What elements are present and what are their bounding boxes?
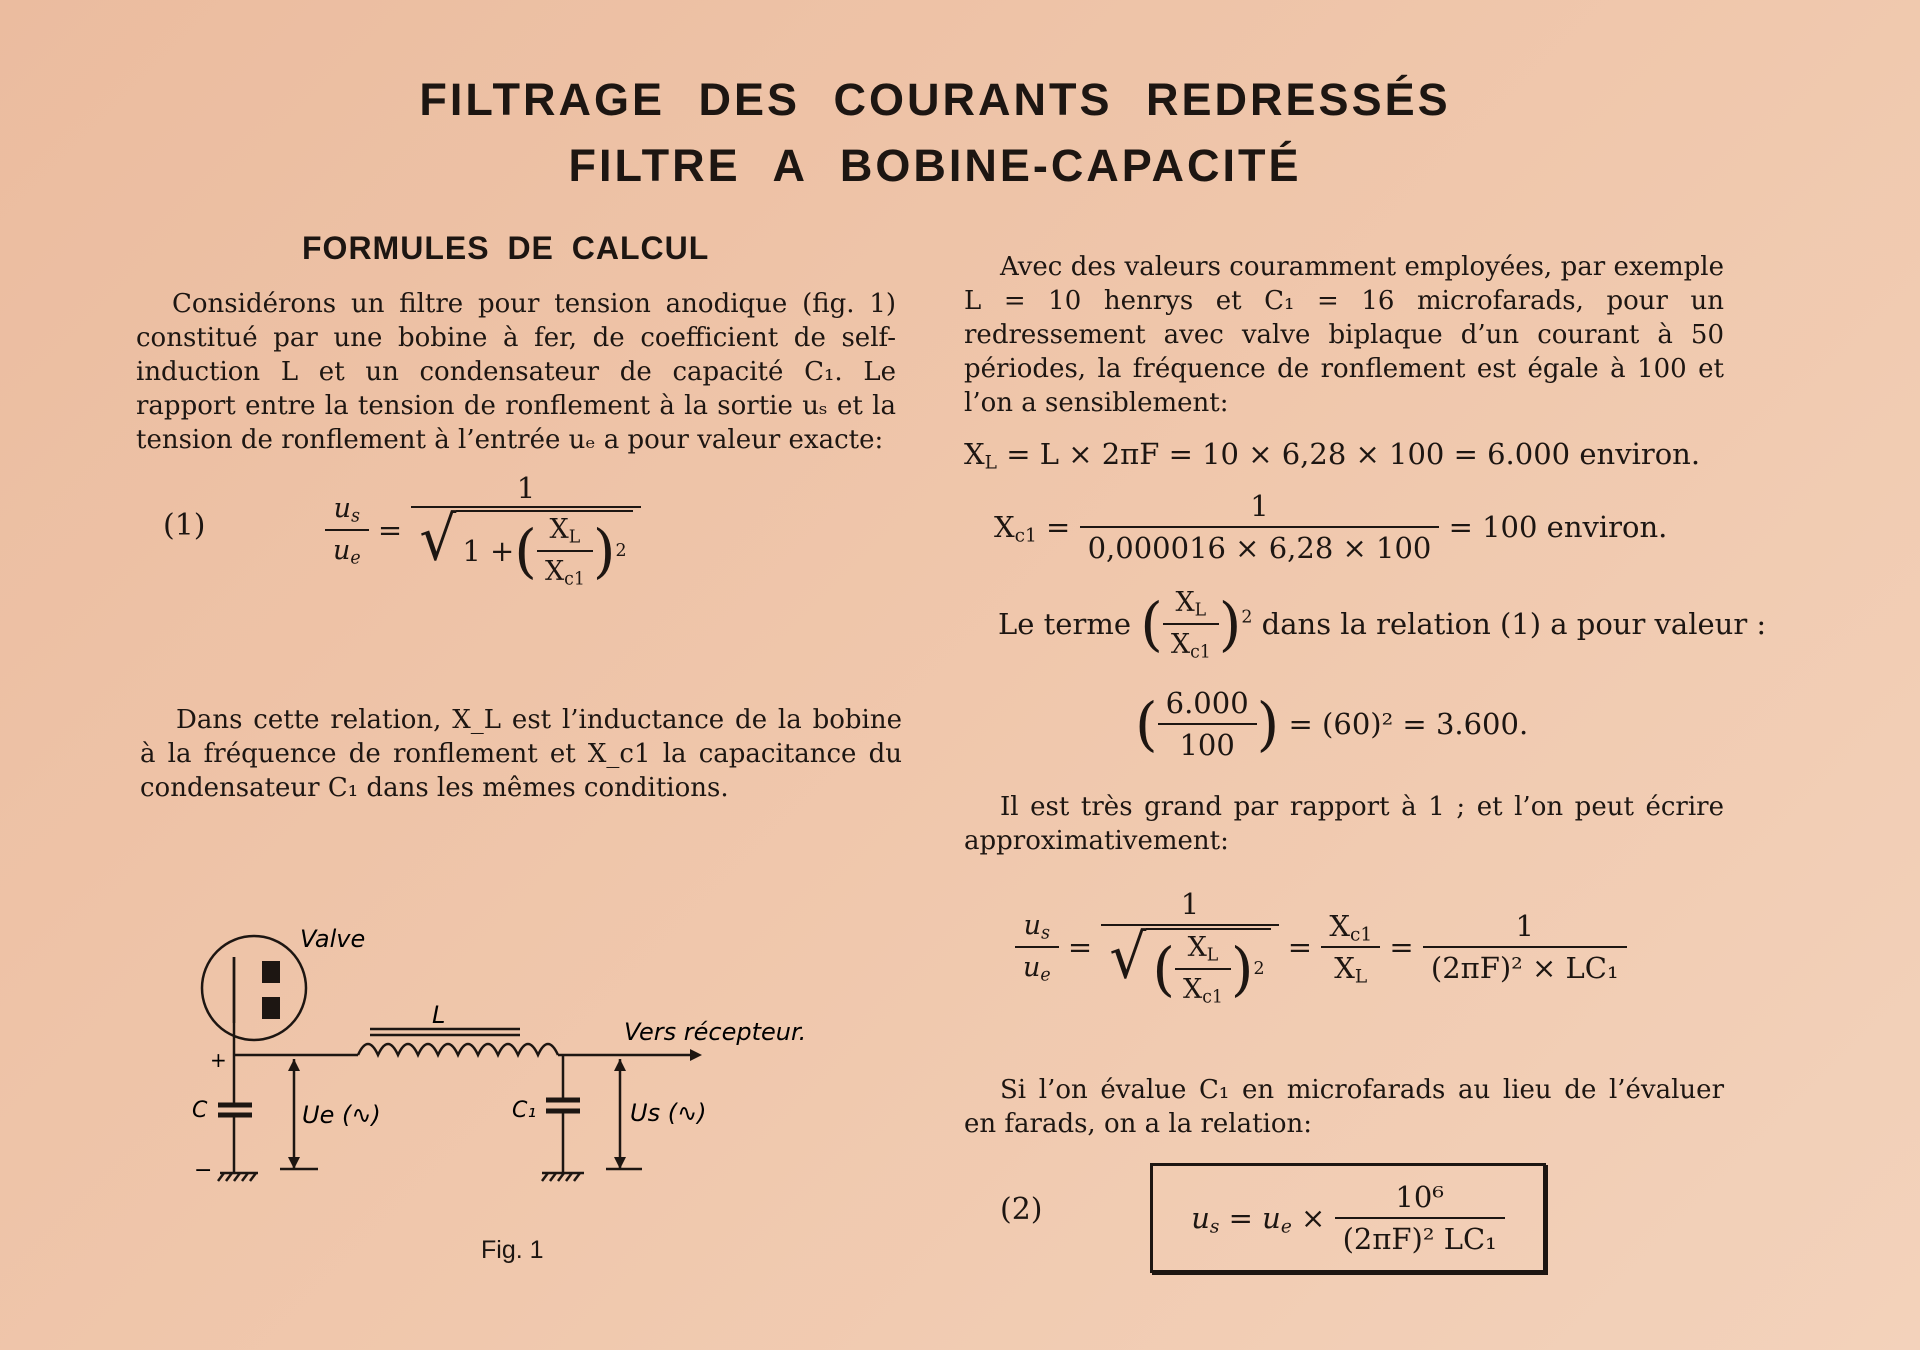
xc1-fraction: $\frac{1}{0,000016 \times 6,28 \times 100}$ — [1080, 488, 1440, 566]
right-paragraph-1: Avec des valeurs couramment employées, par exemple L = 10 henrys et C₁ = 16 microfarads, pour un redressement avec valve biplaque d’un courant à 50 périodes, la fréquence de ronflement est égale à 100 et l’on a sensiblement: — [964, 252, 1724, 418]
terme-prefix: Le terme — [998, 607, 1131, 641]
equation-2-box: $u_s = u_e$ × $\frac{\text{10⁶}}{\text{(2πF)² LC₁}}$ — [1150, 1163, 1546, 1273]
cap-c1-label: C₁ — [512, 1098, 537, 1123]
equation-1: $\frac{u_s}{u_e}$ = 1 √ 1 + ( $\frac{X_L}{X_{c1}}$ ) 2 — [325, 470, 641, 590]
equation-1-lhs: $\frac{u_s}{u_e}$ — [325, 491, 369, 569]
ratio-result: = (60)² = 3.600. — [1288, 707, 1529, 741]
valve-icon — [202, 936, 306, 1040]
ue-label: Ue (∿) — [302, 1101, 381, 1129]
section-heading: FORMULES DE CALCUL — [302, 230, 710, 266]
right-paragraph-3: Si l’on évalue C₁ en microfarads au lieu de l’évaluer en farads, on a la relation: — [964, 1075, 1724, 1139]
valve-label: Valve — [300, 925, 366, 953]
approx-equation: $\frac{u_s}{u_e}$ = 1 √ ( $\frac{X_L}{X_{c1}}$ ) 2 = $\frac{X_{c1}}{X_L}$ = $\frac{1}{\text{(2πF)² × LC₁}}$ — [1015, 886, 1627, 1008]
xl-equation: $X_L = L \times 2\pi F = 10 \times 6,28 \times 100 = 6.000$ environ. — [964, 437, 1701, 474]
page-subtitle: FILTRE A BOBINE-CAPACITÉ — [568, 140, 1302, 191]
inductor-icon — [358, 1044, 558, 1055]
figure-caption: Fig. 1 — [481, 1236, 544, 1264]
ratio-equation: ( $\frac{6.000}{100}$ ) = (60)² = 3.600. — [1135, 686, 1529, 762]
terme-suffix: dans la relation (1) a pour valeur : — [1261, 607, 1767, 641]
xc1-equation: $X_{c1}$ = $\frac{1}{0,000016 \times 6,28 \times 100}$ = 100 environ. — [994, 489, 1668, 565]
cap-c-label: C — [192, 1098, 208, 1123]
left-paragraph-2: Dans cette relation, X_L est l’inductance de la bobine à la fréquence de ronflement et X_c1 la capacitance du condensateur C₁ dans les mêmes conditions. — [140, 705, 902, 803]
inductor-label: L — [432, 1001, 446, 1029]
terme-line: Le terme ( $\frac{X_L}{X_{c1}}$ )$^2$ dans la relation (1) a pour valeur : — [998, 587, 1767, 663]
equation-2-label: (2) — [1000, 1192, 1043, 1227]
output-label: Vers récepteur. — [624, 1018, 807, 1046]
xc1-result: = 100 environ. — [1448, 510, 1668, 544]
page-title: FILTRAGE DES COURANTS REDRESSÉS — [419, 74, 1451, 125]
equation-1-rhs: 1 √ 1 + ( $\frac{X_L}{X_{c1}}$ ) 2 — [411, 470, 640, 590]
minus-label: − — [194, 1158, 213, 1183]
left-paragraph-1: Considérons un filtre pour tension anodique (fig. 1) constitué par une bobine à fer, de coefficient de self-induction L et un condensateur de capacité C₁. Le rapport entre la tension de ronflement à la sortie uₛ et la tension de ronflement à l’entrée uₑ a pour valeur exacte: — [136, 289, 896, 455]
figure-1-schematic — [180, 915, 840, 1205]
plus-label: + — [210, 1048, 227, 1072]
right-paragraph-2: Il est très grand par rapport à 1 ; et l’on peut écrire approximativement: — [964, 792, 1724, 856]
us-label: Us (∿) — [630, 1099, 707, 1127]
xl-equation-text: = L × 2πF = 10 × 6,28 × 100 = 6.000 environ. — [1006, 437, 1701, 471]
equation-1-label: (1) — [163, 508, 206, 543]
